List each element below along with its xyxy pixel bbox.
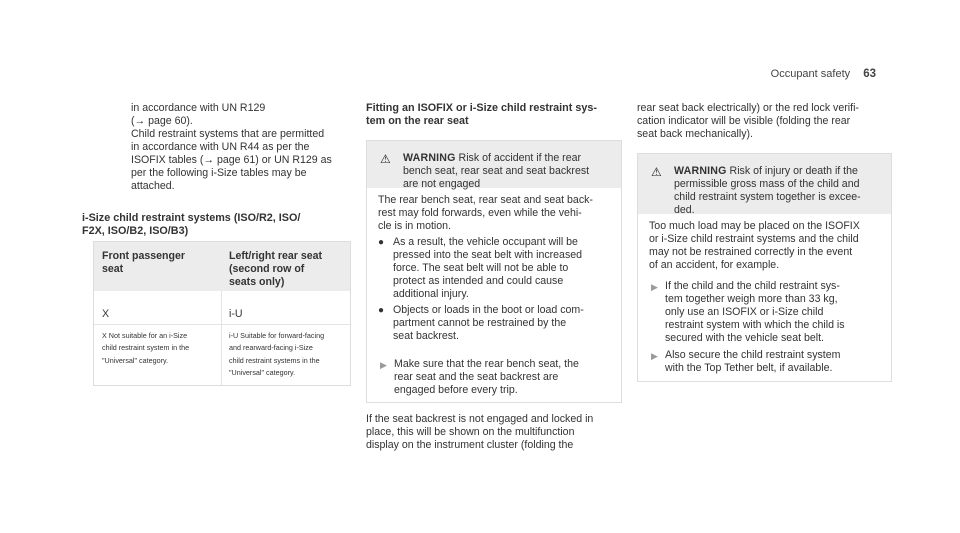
header-rear-seat: Left/right rear seat (second row of seats only)	[229, 250, 323, 288]
action-text: Also secure the child restraint system with the Top Tether belt, if available.	[665, 349, 841, 374]
cell-rear-note: i-U Suitable for forward-facing and rearward-facing i-Size child restraint systems in the "Universal" category.	[229, 331, 325, 377]
warning-triangle-icon: ⚠	[651, 165, 662, 179]
backrest-paragraph: If the seat backrest is not engaged and locked in place, this will be shown on the multifunction display on the instrument cluster (folding the	[366, 413, 594, 451]
isize-table	[93, 241, 351, 386]
warning-title: ded.	[674, 204, 695, 216]
heading-line: i-Size child restraint systems (ISO/R2, ISO/	[82, 212, 301, 224]
text-line: in accordance with UN R44 as per the	[131, 141, 310, 153]
heading-line: Fitting an ISOFIX or i-Size child restraint sys-	[366, 102, 597, 114]
action-arrow-icon: ▶	[380, 360, 387, 370]
table-header	[94, 242, 350, 291]
heading-line: tem on the rear seat	[366, 115, 469, 127]
action-arrow-icon: ▶	[651, 282, 658, 292]
warning-title: child restraint system together is excee-	[674, 191, 861, 203]
indicator-paragraph: rear seat back electrically) or the red lock verifi- cation indicator will be visible (folding the rear seat back mechanically).	[637, 102, 859, 140]
action-text: Make sure that the rear bench seat, the rear seat and the seat backrest are engaged before every trip.	[394, 358, 579, 396]
warning-body: Too much load may be placed on the ISOFIX or i-Size child restraint systems and the child may not be restrained correctly in the event of an accident, for example.	[649, 220, 860, 271]
warning-label: WARNING	[674, 165, 727, 177]
text-line: in accordance with UN R129	[131, 102, 266, 114]
column-divider	[221, 291, 222, 385]
section-title: Occupant safety	[770, 68, 851, 80]
bullet-item: ● Objects or loads in the boot or load com- partment cannot be restrained by the seat backrest.	[378, 304, 584, 342]
header-front-passenger: Front passenger seat	[102, 250, 186, 275]
page-link[interactable]: (→ page 60).	[131, 115, 193, 127]
warning-title: are not engaged	[403, 178, 481, 190]
bullet-icon: ●	[378, 237, 385, 248]
page-number: 63	[863, 68, 876, 80]
text-line: ISOFIX tables (→ page 61) or UN R129 as	[131, 154, 332, 166]
warning-box-seat	[366, 140, 622, 403]
bullet-item: ● As a result, the vehicle occupant will be pressed into the seat belt with increased force. The seat belt will not be able to protect as intended and could cause additional injury.	[378, 236, 583, 300]
warning-title: Risk of accident if the rear	[455, 152, 582, 164]
warning-header	[638, 154, 891, 214]
action-arrow-icon: ▶	[651, 351, 658, 361]
page-header	[771, 68, 876, 80]
warning-box-weight	[637, 153, 892, 382]
text-line: attached.	[131, 180, 175, 192]
bullet-icon: ●	[378, 305, 385, 316]
warning-label: WARNING	[403, 152, 456, 164]
heading-line: F2X, ISO/B2, ISO/B3)	[82, 225, 189, 237]
intro-text	[131, 102, 351, 193]
warning-header	[367, 141, 621, 188]
text-line: Child restraint systems that are permitted	[131, 128, 325, 140]
text-line: per the following i-Size tables may be	[131, 167, 307, 179]
warning-triangle-icon: ⚠	[380, 152, 391, 166]
action-text: If the child and the child restraint sys- tem together weigh more than 33 kg, only use an ISOFIX or i-Size child restraint system with which the child is secured with the vehicle seat belt.	[665, 280, 845, 344]
warning-title: permissible gross mass of the child and	[674, 178, 860, 190]
isize-heading	[82, 212, 352, 238]
fitting-heading	[366, 102, 626, 128]
warning-title: Risk of injury or death if the	[726, 165, 858, 177]
cell-front-note: X Not suitable for an i-Size child restraint system in the "Universal" category.	[102, 331, 190, 365]
cell-rear: i-U	[229, 308, 243, 320]
table-row	[94, 291, 350, 325]
warning-title: bench seat, rear seat and seat backrest	[403, 165, 590, 177]
cell-front: X	[102, 308, 110, 320]
warning-body: The rear bench seat, rear seat and seat back- rest may fold forwards, even while the vehi- cle is in motion.	[378, 194, 593, 232]
